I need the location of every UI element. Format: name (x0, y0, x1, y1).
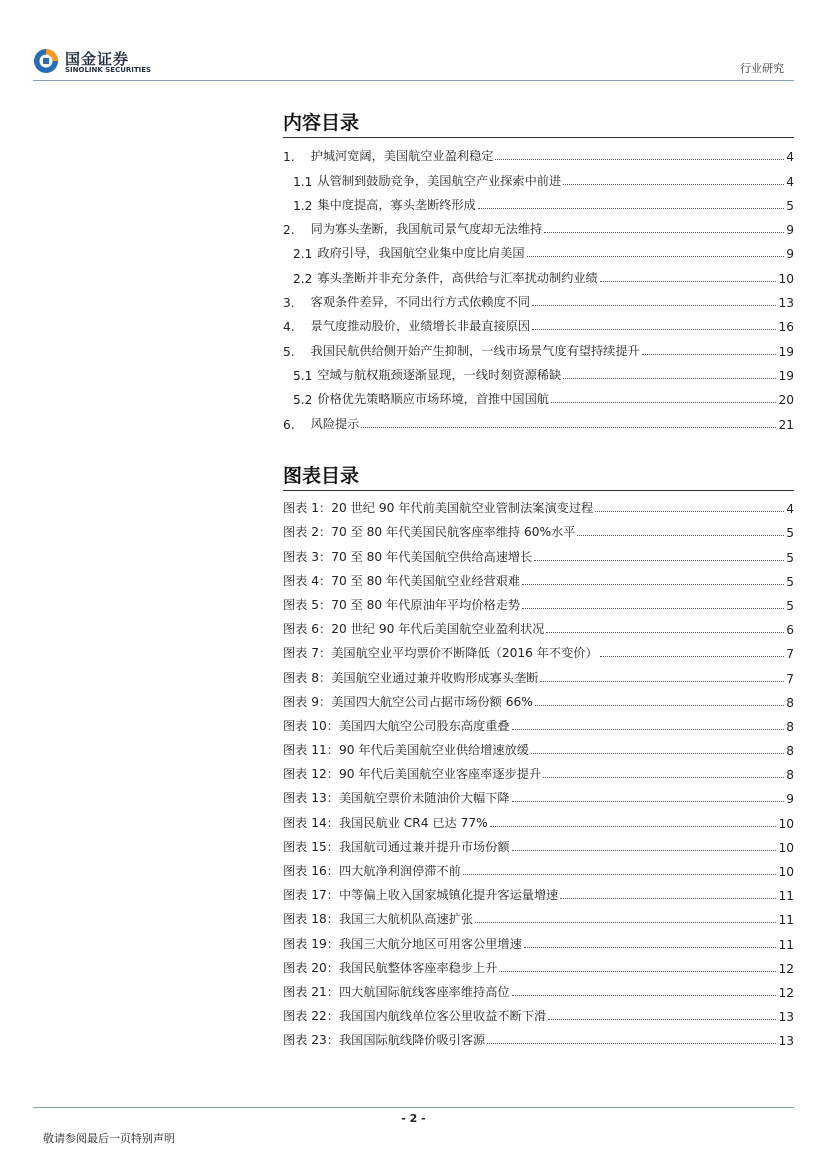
toc-item-text: 从管制到鼓励竞争，美国航空产业探索中前进 (317, 173, 562, 188)
toc-item-text: 我国民航供给侧开始产生抑制，一线市场景气度有望持续提升 (310, 343, 640, 358)
figure-label: 图表 10： (283, 718, 339, 733)
leader-dots (577, 535, 784, 536)
toc-item[interactable] (283, 286, 794, 310)
leader-dots (600, 656, 785, 657)
leader-dots (540, 681, 784, 682)
figure-text: 我国三大航机队高速扩张 (338, 912, 474, 927)
leader-dots (595, 511, 784, 512)
toc-item-page: 4 (786, 174, 794, 189)
leader-dots (543, 777, 784, 778)
toc-item[interactable] (283, 334, 794, 358)
figure-label: 图表 3： (283, 549, 332, 564)
figure-label: 图表 20： (283, 960, 339, 975)
figure-item[interactable] (283, 782, 794, 806)
page-header (0, 0, 827, 82)
leader-dots (563, 184, 784, 185)
toc-item-number: 2.1 (293, 247, 313, 262)
toc-item-page: 19 (778, 368, 794, 383)
figure-page: 7 (786, 647, 794, 662)
toc-item-page: 13 (778, 296, 794, 311)
leader-dots (512, 850, 777, 851)
leader-dots (524, 947, 777, 948)
toc-item-text: 景气度推动股价，业绩增长非最直接原因 (310, 319, 531, 334)
figure-item[interactable] (283, 879, 794, 903)
toc-item[interactable] (283, 359, 794, 383)
toc-item[interactable] (283, 140, 794, 164)
leader-dots (475, 922, 776, 923)
figure-label: 图表 8： (283, 670, 332, 685)
toc-item-number: 5.2 (293, 393, 313, 408)
figure-text: 70 至 80 年代美国航空业经营艰难 (331, 573, 521, 588)
logo-chinese-name: 国金证券 (65, 50, 130, 68)
toc-item-text: 价格优先策略顺应市场环境，首推中国国航 (317, 392, 549, 407)
figure-page: 13 (778, 1034, 794, 1049)
figure-label: 图表 22： (283, 1009, 339, 1024)
toc-item-number: 5.1 (293, 368, 313, 383)
figure-text: 我国三大航分地区可用客公里增速 (338, 936, 522, 951)
figure-page: 11 (778, 937, 794, 952)
toc-item-page: 16 (778, 320, 794, 335)
figure-text: 美国四大航空公司占据市场份额 66% (331, 694, 533, 709)
toc-item-text: 护城河宽阔，美国航空业盈利稳定 (310, 149, 494, 164)
leader-dots (499, 971, 776, 972)
figure-label: 图表 9： (283, 694, 332, 709)
header-divider (33, 80, 794, 81)
toc-item-text: 集中度提高，寡头垄断终形成 (317, 197, 476, 212)
figure-item[interactable] (283, 516, 794, 540)
figure-text: 美国航空业通过兼并收购形成寡头垄断 (331, 670, 539, 685)
toc-item[interactable] (283, 213, 794, 237)
leader-dots (463, 874, 777, 875)
figures-title-rule (283, 490, 794, 491)
footer-divider (33, 1107, 794, 1108)
figure-item[interactable] (283, 855, 794, 879)
figure-page: 6 (786, 623, 794, 638)
toc-item-number: 1.2 (293, 198, 313, 213)
leader-dots (532, 305, 776, 306)
leader-dots (563, 378, 776, 379)
figure-text: 我国民航业 CR4 已达 77% (338, 815, 488, 830)
figure-page: 9 (786, 792, 794, 807)
figure-item[interactable] (283, 540, 794, 564)
figure-label: 图表 18： (283, 912, 339, 927)
figure-text: 我国航司通过兼并提升市场份额 (338, 839, 510, 854)
page-number: - 2 - (401, 1112, 426, 1125)
disclaimer-note: 敬请参阅最后一页特别声明 (43, 1132, 175, 1145)
figure-label: 图表 19： (283, 936, 339, 951)
figure-item[interactable] (283, 661, 794, 685)
leader-dots (600, 281, 777, 282)
toc-item[interactable] (283, 237, 794, 261)
figure-item[interactable] (283, 831, 794, 855)
figure-label: 图表 6： (283, 622, 332, 637)
toc-title: 内容目录 (283, 112, 360, 134)
figure-label: 图表 17： (283, 888, 339, 903)
figure-item[interactable] (283, 927, 794, 951)
figure-item[interactable] (283, 589, 794, 613)
figure-label: 图表 12： (283, 767, 339, 782)
figure-label: 图表 5： (283, 597, 332, 612)
figure-page: 13 (778, 1010, 794, 1025)
figure-text: 90 年代后美国航空业供给增速放缓 (338, 743, 529, 758)
company-logo (33, 48, 163, 78)
leader-dots (551, 402, 777, 403)
figure-item[interactable] (283, 1000, 794, 1024)
figure-item[interactable] (283, 637, 794, 661)
leader-dots (642, 354, 777, 355)
figure-page: 10 (778, 840, 794, 855)
figure-page: 10 (778, 865, 794, 879)
toc-item[interactable] (283, 164, 794, 188)
toc-title-rule (283, 137, 794, 138)
figure-item[interactable] (283, 492, 794, 516)
figure-label: 图表 2： (283, 525, 332, 540)
toc-item-page: 4 (786, 150, 794, 165)
toc-list (283, 140, 794, 432)
figure-page: 10 (778, 816, 794, 831)
leader-dots (535, 705, 784, 706)
toc-item[interactable] (283, 189, 794, 213)
figure-page: 8 (786, 744, 794, 759)
toc-item-text: 风险提示 (310, 416, 360, 431)
leader-dots (527, 256, 785, 257)
toc-item-text: 寡头垄断并非充分条件，高供给与汇率扰动制约业绩 (317, 270, 598, 285)
toc-item-number: 1.1 (293, 174, 313, 189)
figure-label: 图表 16： (283, 864, 339, 878)
figure-label: 图表 14： (283, 815, 339, 830)
figure-page: 7 (786, 671, 794, 686)
leader-dots (522, 584, 784, 585)
toc-item[interactable] (283, 407, 794, 431)
figure-page: 8 (786, 695, 794, 710)
figure-label: 图表 21： (283, 984, 339, 999)
leader-dots (490, 826, 777, 827)
leader-dots (548, 1019, 776, 1020)
figure-label: 图表 1： (283, 501, 332, 516)
figure-text: 四大航国际航线客座率维持高位 (338, 984, 510, 999)
figure-text: 美国航空票价未随油价大幅下降 (338, 791, 510, 806)
figure-text: 我国国内航线单位客公里收益不断下滑 (338, 1009, 547, 1024)
leader-dots (560, 898, 776, 899)
figures-list (283, 492, 794, 1048)
toc-item-text: 同为寡头垄断，我国航司景气度却无法维持 (310, 222, 543, 237)
figure-page: 11 (778, 913, 794, 928)
leader-dots (512, 995, 777, 996)
figure-item[interactable] (283, 758, 794, 782)
figure-text: 70 至 80 年代美国民航客座率维持 60%水平 (331, 525, 576, 540)
toc-item-page: 21 (778, 417, 794, 432)
leader-dots (522, 608, 784, 609)
leader-dots (478, 208, 784, 209)
figure-text: 四大航净利润停滞不前 (338, 864, 461, 878)
figure-text: 90 年代后美国航空业客座率逐步提升 (338, 767, 542, 782)
figure-text: 70 至 80 年代美国航空供给高速增长 (331, 549, 533, 564)
figure-page: 8 (786, 768, 794, 783)
leader-dots (546, 632, 784, 633)
figure-page: 5 (786, 574, 794, 589)
toc-item-page: 9 (786, 247, 794, 262)
figure-item[interactable] (283, 565, 794, 589)
figure-item[interactable] (283, 976, 794, 1000)
figure-page: 5 (786, 526, 794, 541)
figure-text: 中等偏上收入国家城镇化提升客运量增速 (338, 888, 559, 903)
figure-item[interactable] (283, 903, 794, 927)
toc-item-number: 5. (283, 344, 295, 359)
figure-item[interactable] (283, 734, 794, 758)
figure-text: 美国航空业平均票价不断降低（2016 年不变价） (331, 646, 598, 661)
toc-item-number: 4. (283, 320, 295, 335)
leader-dots (534, 560, 784, 561)
toc-item[interactable] (283, 383, 794, 407)
leader-dots (487, 1043, 776, 1044)
toc-item-number: 1. (283, 150, 295, 165)
document-type: 行业研究 (740, 62, 784, 75)
toc-item-page: 9 (786, 223, 794, 238)
figure-text: 美国四大航空公司股东高度重叠 (338, 718, 510, 733)
toc-item-page: 20 (778, 393, 794, 408)
leader-dots (512, 801, 785, 802)
toc-item-number: 2. (283, 223, 295, 238)
figure-page: 5 (786, 550, 794, 565)
figure-text: 20 世纪 90 年代前美国航空业管制法案演变过程 (331, 501, 594, 516)
figure-label: 图表 11： (283, 743, 339, 758)
figure-item[interactable] (283, 710, 794, 734)
figure-item[interactable] (283, 952, 794, 976)
logo-mark-icon (33, 48, 59, 74)
figure-text: 70 至 80 年代原油年平均价格走势 (331, 597, 521, 612)
leader-dots (512, 729, 785, 730)
toc-item-page: 19 (778, 344, 794, 359)
toc-item-page: 10 (778, 271, 794, 286)
toc-item-text: 空域与航权瓶颈逐渐显现，一线时刻资源稀缺 (317, 367, 562, 382)
figure-page: 12 (778, 985, 794, 1000)
logo-english-name: SINOLINK SECURITIES (65, 66, 152, 74)
figure-text: 我国国际航线降价吸引客源 (338, 1033, 486, 1048)
figure-item[interactable] (283, 806, 794, 830)
toc-item-text: 客观条件差异，不同出行方式依赖度不同 (310, 295, 531, 310)
figure-label: 图表 13： (283, 791, 339, 806)
leader-dots (532, 329, 776, 330)
toc-item[interactable] (283, 310, 794, 334)
toc-item-number: 2.2 (293, 271, 313, 286)
leader-dots (544, 232, 784, 233)
figure-label: 图表 23： (283, 1033, 339, 1048)
figure-page: 8 (786, 719, 794, 734)
figure-item[interactable] (283, 613, 794, 637)
leader-dots (495, 159, 784, 160)
figure-item[interactable] (283, 1024, 794, 1048)
figure-text: 20 世纪 90 年代后美国航空业盈利状况 (331, 622, 545, 637)
toc-item-number: 6. (283, 417, 295, 432)
toc-item[interactable] (283, 261, 794, 285)
figure-page: 5 (786, 598, 794, 613)
figure-label: 图表 7： (283, 646, 332, 661)
leader-dots (531, 753, 784, 754)
figure-text: 我国民航整体客座率稳步上升 (338, 960, 498, 975)
figure-item[interactable] (283, 686, 794, 710)
leader-dots (361, 427, 776, 428)
toc-item-text: 政府引导，我国航空业集中度比肩美国 (317, 246, 525, 261)
figure-page: 4 (786, 502, 794, 517)
figure-label: 图表 15： (283, 839, 339, 854)
toc-item-page: 5 (786, 198, 794, 213)
figure-label: 图表 4： (283, 573, 332, 588)
figure-page: 12 (778, 961, 794, 976)
figure-page: 11 (778, 889, 794, 904)
figures-title: 图表目录 (283, 465, 360, 487)
toc-item-number: 3. (283, 296, 295, 311)
